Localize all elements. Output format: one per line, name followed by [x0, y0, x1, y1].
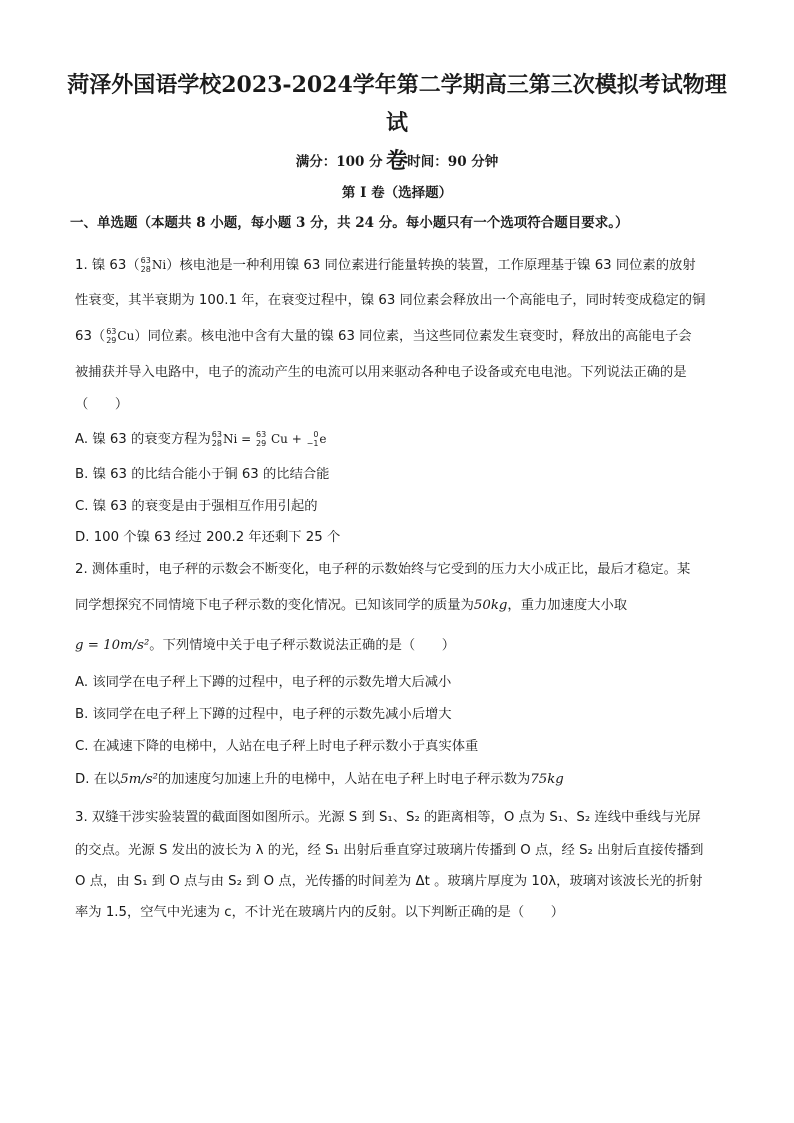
- q1-line-3: [75, 325, 692, 345]
- q1-text: ）同位素。核电池中含有大量的镍 63 同位素，当这些同位素发生衰变时，释放出的高能电子会: [134, 329, 692, 344]
- option-d-text: 的加速度匀加速上升的电梯中，人站在电子秤上时电子秤示数为: [158, 772, 531, 787]
- q1-option-d: D. 100 个镍 63 经过 200.2 年还剩下 25 个: [75, 530, 341, 545]
- q1-option-b: B. 镍 63 的比结合能小于铜 63 的比结合能: [75, 467, 330, 482]
- exam-meta: [0, 150, 794, 170]
- q1-line-1: [75, 254, 696, 274]
- option-d-text: D. 在以: [75, 772, 121, 787]
- eq-ni-mass: 63: [211, 430, 222, 439]
- q1-text: ）核电池是一种利用镍 63 同位素进行能量转换的装置，工作原理基于镍 63 同位素的放射: [166, 258, 696, 273]
- q1-text: 63（: [75, 329, 106, 344]
- section-heading: 一、单选题（本题共 8 小题，每小题 3 分，共 24 分。每小题只有一个选项符合题目要求。）: [70, 215, 629, 231]
- eq-ni: Ni =: [222, 432, 255, 446]
- q3-line-4: 率为 1.5，空气中光速为 c，不计光在玻璃片内的反射。以下判断正确的是（ ）: [75, 905, 565, 920]
- q3-line-2: 的交点。光源 S 发出的波长为 λ 的光，经 S₁ 出射后垂直穿过玻璃片传播到 O 点，经 S₂ 出射后直接传播到: [75, 843, 704, 858]
- q1-option-c: C. 镍 63 的衰变是由于强相互作用引起的: [75, 499, 318, 514]
- ni-symbol: Ni: [151, 258, 167, 272]
- eq-e-numbers: [307, 430, 319, 448]
- eq-e-z: −1: [306, 439, 319, 448]
- q2-option-c: C. 在减速下降的电梯中，人站在电子秤上时电子秤示数小于真实体重: [75, 739, 479, 754]
- eq-cu-numbers: [256, 430, 266, 448]
- cu-atomic-number: 29: [106, 336, 117, 345]
- q1-line-2: 性衰变，其半衰期为 100.1 年，在衰变过程中，镍 63 同位素会释放出一个高能电子，同时转变成稳定的铜: [75, 293, 706, 308]
- eq-cu-mass: 63: [256, 430, 267, 439]
- title-line-2: 卷: [385, 148, 408, 174]
- cu-nuclide-numbers: [106, 327, 116, 345]
- cu-symbol: Cu: [117, 329, 135, 343]
- q2-reading-value: 75kg: [530, 772, 564, 787]
- q3-line-3: O 点，由 S₁ 到 O 点与由 S₂ 到 O 点，光传播的时间差为 Δt 。玻璃片厚度为 10λ，玻璃对该波长光的折射: [75, 874, 703, 889]
- eq-cu: Cu +: [267, 432, 306, 446]
- q2-text: 。下列情境中关于电子秤示数说法正确的是（ ）: [149, 638, 456, 653]
- q2-text: 同学想探究不同情境下电子秤示数的变化情况。已知该同学的质量为: [75, 598, 474, 613]
- eq-cu-z: 29: [256, 439, 267, 448]
- eq-e-mass: 0: [313, 430, 319, 439]
- time-label: 时间：90 分钟: [407, 154, 499, 170]
- q1-text: 1. 镍 63（: [75, 258, 140, 273]
- q2-option-b: B. 该同学在电子秤上下蹲的过程中，电子秤的示数先减小后增大: [75, 707, 452, 722]
- score-label: 满分：100 分: [295, 154, 383, 170]
- q1-line-4: 被捕获并导入电路中，电子的流动产生的电流可以用来驱动各种电子设备或充电电池。下列说法正确的是: [75, 365, 687, 380]
- q2-mass-value: 50kg: [473, 598, 508, 613]
- eq-electron: e: [319, 432, 327, 446]
- q1-line-5: （ ）: [75, 397, 129, 412]
- q3-line-1: 3. 双缝干涉实验装置的截面图如图所示。光源 S 到 S₁、S₂ 的距离相等，O 点为 S₁、S₂ 连线中垂线与光屏: [75, 810, 701, 825]
- eq-ni-numbers: [212, 430, 222, 448]
- ni-atomic-number: 28: [140, 265, 151, 274]
- q2-acceleration-value: 5m/s²: [120, 772, 158, 787]
- q2-option-d: [75, 768, 564, 787]
- q2-line-1: 2. 测体重时，电子秤的示数会不断变化，电子秤的示数始终与它受到的压力大小成正比，最后才稳定。某: [75, 562, 691, 577]
- q2-line-2: [75, 594, 627, 613]
- q1-option-a: [75, 428, 327, 448]
- cu-mass-number: 63: [106, 327, 117, 336]
- q2-option-a: A. 该同学在电子秤上下蹲的过程中，电子秤的示数先增大后减小: [75, 675, 452, 690]
- ni-mass-number: 63: [140, 256, 151, 265]
- q2-line-3: [75, 634, 455, 653]
- q2-gravity-value: g = 10m/s²: [75, 638, 150, 653]
- eq-ni-z: 28: [211, 439, 222, 448]
- q2-text: ，重力加速度大小取: [507, 598, 628, 613]
- title-line-1: 菏泽外国语学校2023-2024学年第二学期高三第三次模拟考试物理试: [67, 72, 727, 136]
- volume-heading: 第 I 卷（选择题）: [341, 185, 453, 201]
- ni-nuclide-numbers: [141, 256, 151, 274]
- option-a-text: A. 镍 63 的衰变方程为: [75, 432, 211, 447]
